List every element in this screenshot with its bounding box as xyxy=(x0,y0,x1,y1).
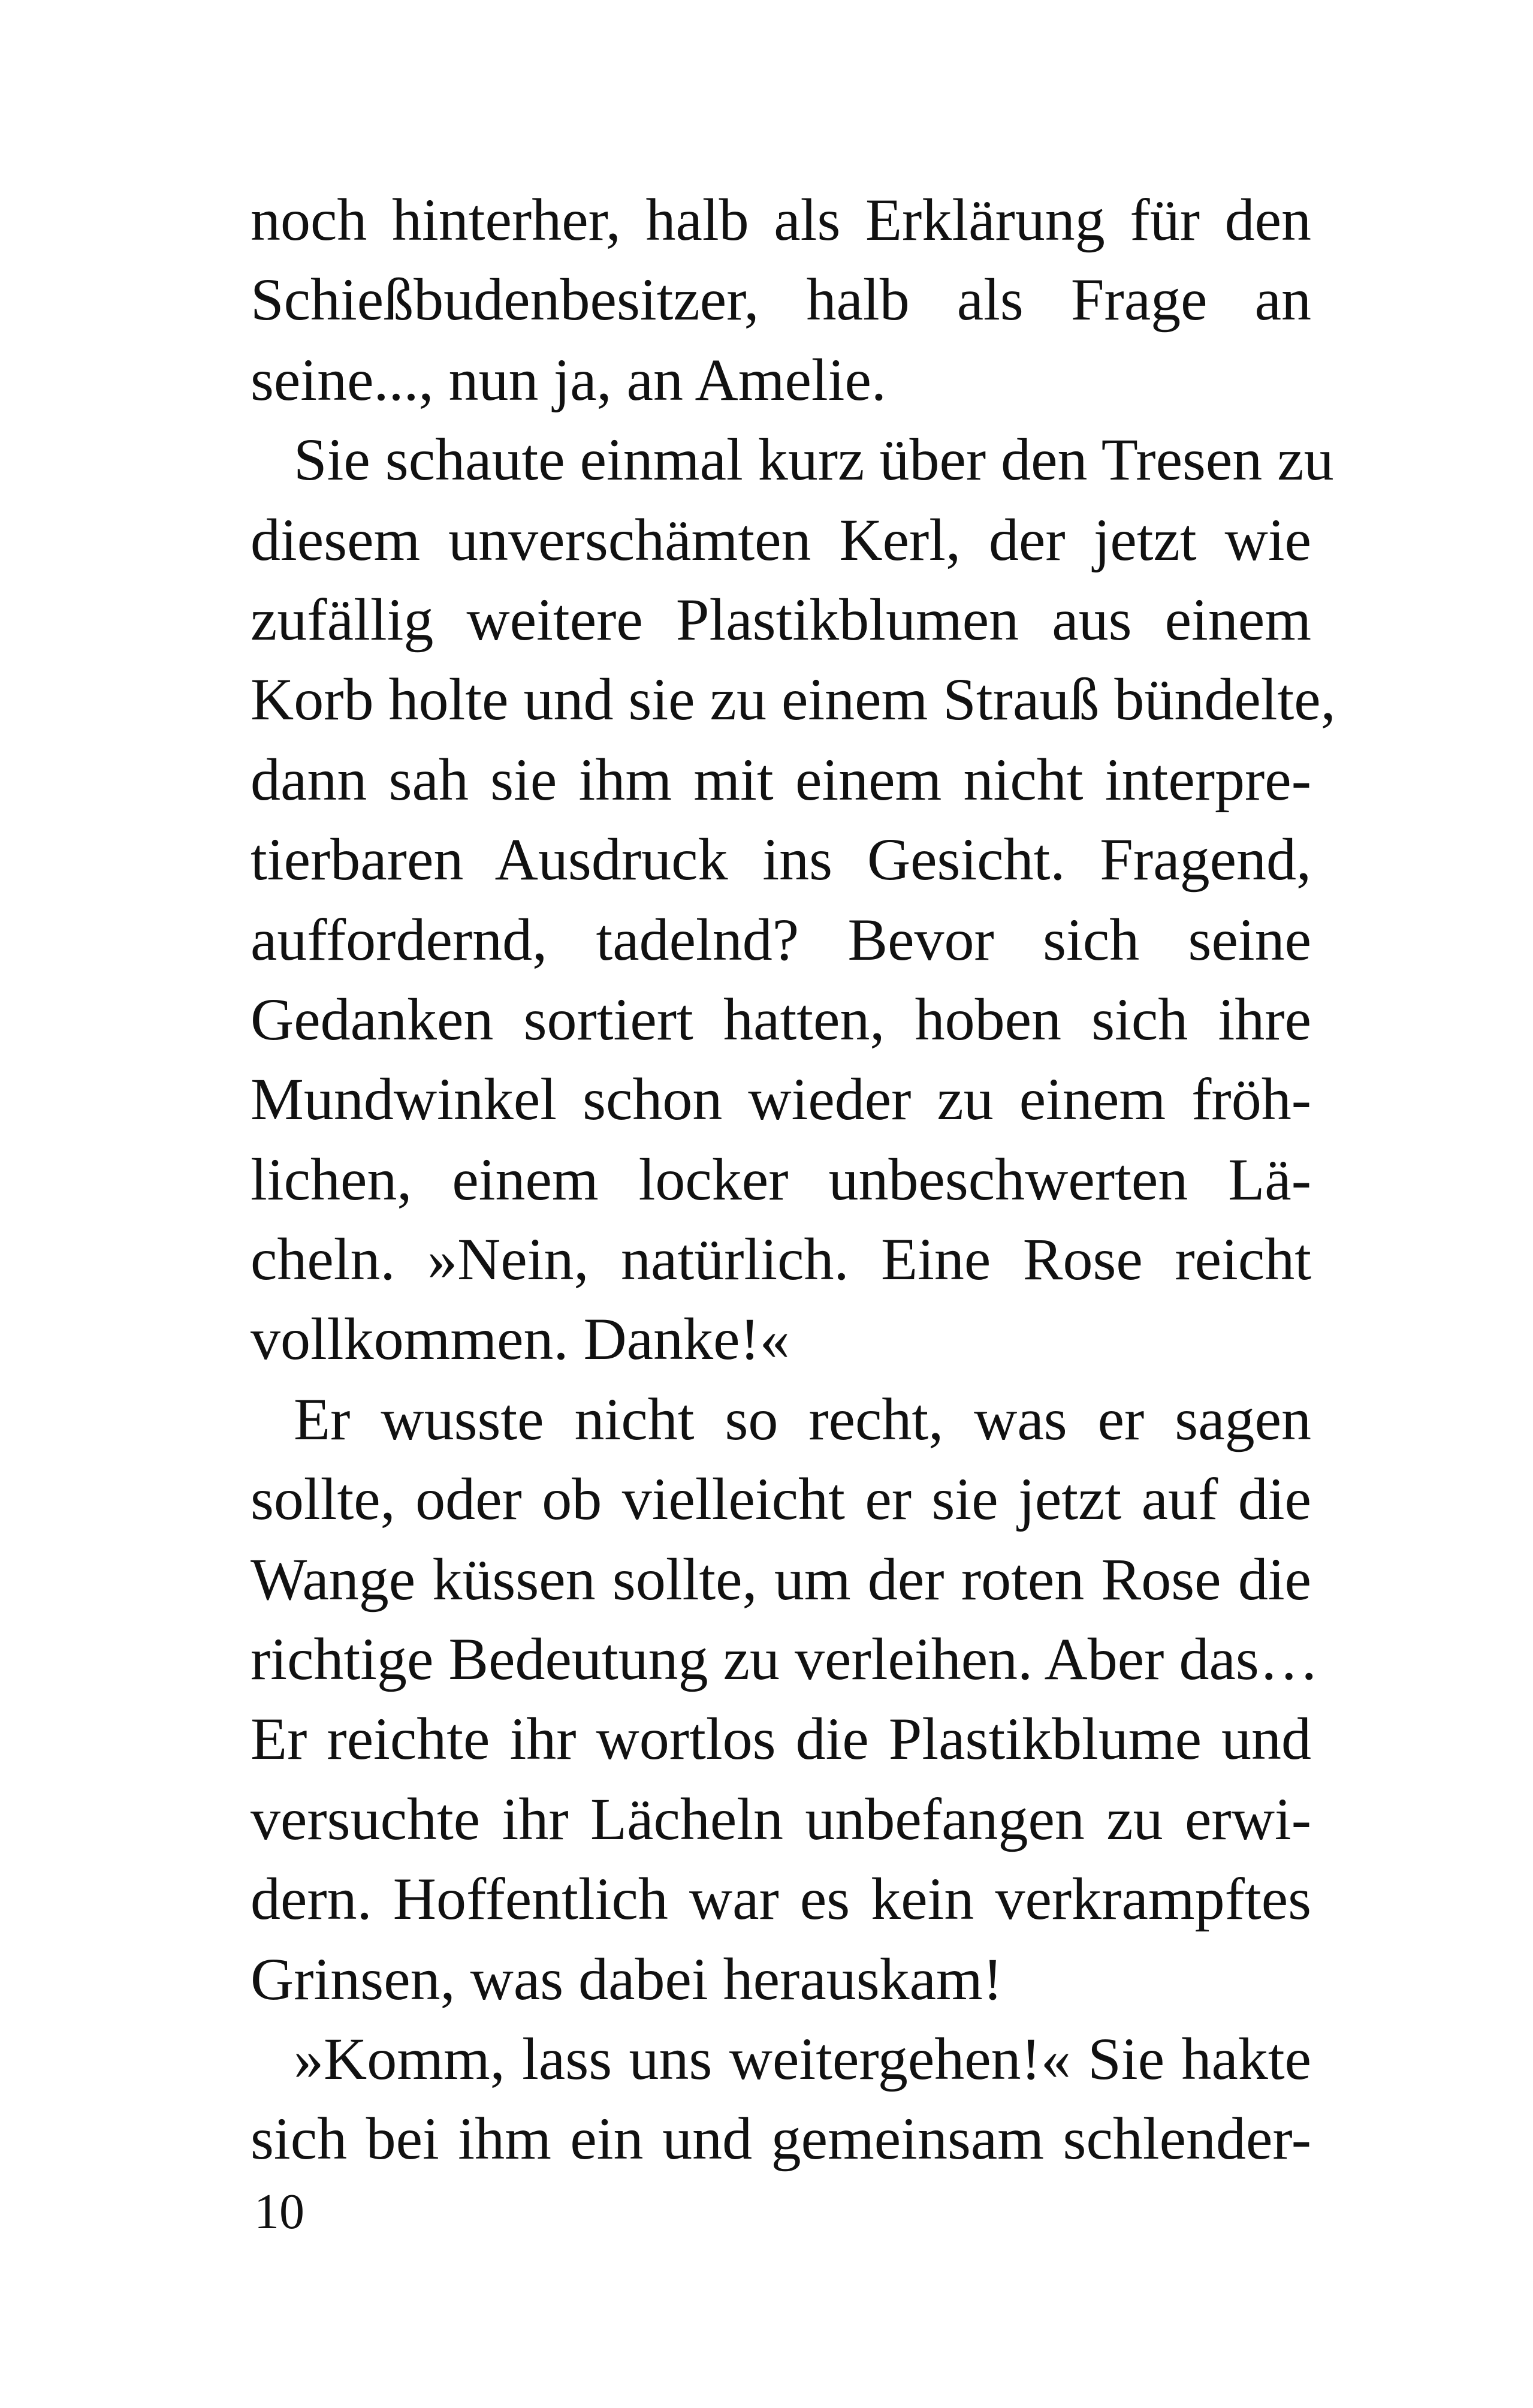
text-line-indented: Sie schaute einmal kurz über den Tresen zu xyxy=(294,426,1334,493)
text-line: versuchte ihr Lächeln unbefangen zu erwi- xyxy=(251,1785,1311,1852)
text-line: sich bei ihm ein und gemeinsam schlender- xyxy=(251,2105,1311,2172)
text-line: vollkommen. Danke!« xyxy=(251,1306,790,1373)
text-line: auffordernd, tadelnd? Bevor sich seine xyxy=(251,906,1311,973)
text-line: Mundwinkel schon wieder zu einem fröh- xyxy=(251,1066,1311,1133)
text-line: sollte, oder ob vielleicht er sie jetzt auf die xyxy=(251,1466,1311,1533)
text-line: Gedanken sortiert hatten, hoben sich ihre xyxy=(251,985,1311,1053)
text-line: Wange küssen sollte, um der roten Rose die xyxy=(251,1545,1311,1613)
text-line: noch hinterher, halb als Erklärung für den xyxy=(251,186,1311,253)
text-line: tierbaren Ausdruck ins Gesicht. Fragend, xyxy=(251,826,1311,893)
text-line: Er reichte ihr wortlos die Plastikblume und xyxy=(251,1705,1311,1773)
text-line: Schießbudenbesitzer, halb als Frage an xyxy=(251,266,1311,333)
text-line: Korb holte und sie zu einem Strauß bündelte, xyxy=(251,666,1336,733)
text-line: cheln. »Nein, natürlich. Eine Rose reicht xyxy=(251,1226,1311,1293)
paragraph-1 xyxy=(251,180,1311,420)
text-line: dern. Hoffentlich war es kein verkrampftes xyxy=(251,1865,1311,1933)
text-line-indented: Er wusste nicht so recht, was er sagen xyxy=(294,1385,1311,1452)
paragraph-4 xyxy=(251,2019,1311,2179)
text-line: diesem unverschämten Kerl, der jetzt wie xyxy=(251,506,1311,573)
page-number: 10 xyxy=(254,2184,304,2240)
paragraph-3 xyxy=(251,1379,1319,2019)
paragraph-2 xyxy=(251,420,1336,1379)
text-line: dann sah sie ihm mit einem nicht interpre- xyxy=(251,746,1311,813)
text-line: seine..., nun ja, an Amelie. xyxy=(251,346,886,413)
text-line: Grinsen, was dabei herauskam! xyxy=(251,1945,1003,2012)
text-line: lichen, einem locker unbeschwerten Lä- xyxy=(251,1146,1311,1213)
text-line-indented: »Komm, lass uns weitergehen!« Sie hakte xyxy=(294,2025,1311,2092)
body-text xyxy=(251,180,1336,2179)
text-line: richtige Bedeutung zu verleihen. Aber das… xyxy=(251,1626,1319,1693)
text-line: zufällig weitere Plastikblumen aus einem xyxy=(251,586,1311,653)
